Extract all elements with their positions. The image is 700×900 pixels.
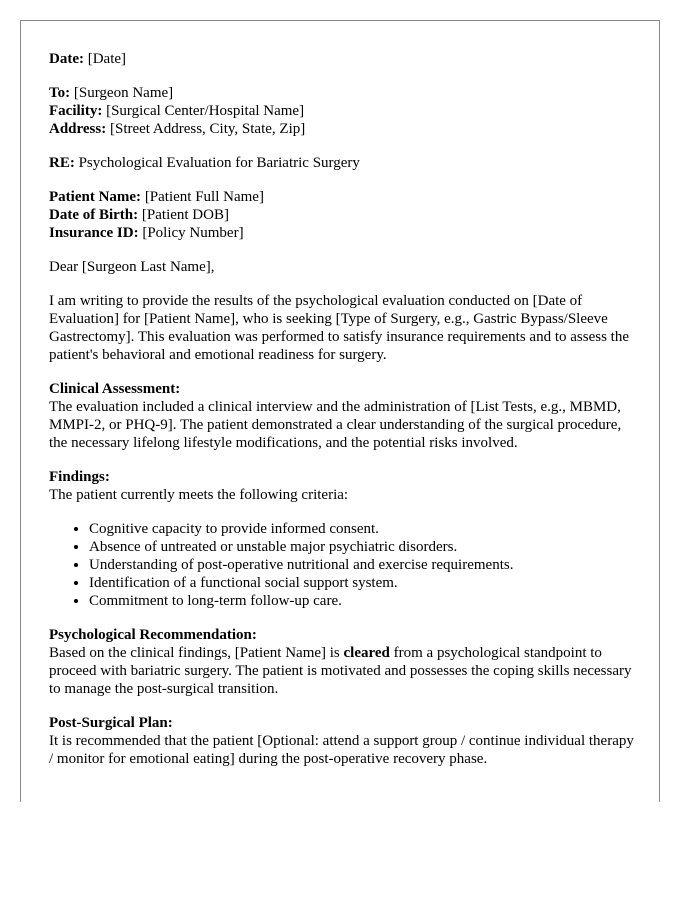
patient-block	[49, 188, 639, 242]
findings-list-item: • Identification of a functional social support system.	[89, 574, 639, 592]
to-line	[49, 84, 639, 102]
dob-value: [Patient DOB]	[141, 207, 229, 223]
to-value: [Surgeon Name]	[73, 85, 174, 101]
patient-name-label: Patient Name:	[49, 189, 142, 205]
insurance-value: [Policy Number]	[142, 225, 244, 241]
recommendation-cleared: cleared	[343, 645, 390, 661]
to-label: To:	[49, 85, 71, 101]
findings-section	[49, 468, 639, 610]
patient-name-line	[49, 188, 639, 206]
dob-line	[49, 206, 639, 224]
findings-list-item: • Absence of untreated or unstable major psychiatric disorders.	[89, 538, 639, 556]
date-label: Date:	[49, 51, 84, 67]
facility-label: Facility:	[49, 103, 103, 119]
address-value: [Street Address, City, State, Zip]	[109, 121, 306, 137]
re-label: RE:	[49, 155, 75, 171]
letter-content	[49, 50, 639, 784]
plan-heading: Post-Surgical Plan:	[49, 715, 173, 731]
clinical-assessment-section	[49, 380, 639, 452]
recommendation-text-before: Based on the clinical findings, [Patient Name] is	[49, 645, 344, 661]
findings-list	[49, 520, 639, 610]
patient-name-value: [Patient Full Name]	[144, 189, 264, 205]
findings-heading: Findings:	[49, 469, 110, 485]
clinical-assessment-heading: Clinical Assessment:	[49, 381, 181, 397]
facility-line	[49, 102, 639, 120]
recommendation-text-after: from a psychological standpoint to proceed with bariatric surgery. The patient is motivated and possesses the coping skills necessary to manage the post-surgical transition.	[49, 645, 632, 697]
findings-list-item: • Cognitive capacity to provide informed consent.	[89, 520, 639, 538]
recommendation-section	[49, 626, 639, 698]
date-line	[49, 50, 639, 68]
findings-intro: The patient currently meets the following criteria:	[49, 487, 349, 503]
clinical-assessment-text: The evaluation included a clinical interview and the administration of [List Tests, e.g., MBMD, MMPI-2, or PHQ-9]. The patient demonstrated a clear understanding of the surgical procedure, the necessary lifelong lifestyle modifications, and the potential risks involved.	[49, 399, 622, 451]
facility-value: [Surgical Center/Hospital Name]	[106, 103, 305, 119]
recommendation-heading: Psychological Recommendation:	[49, 627, 257, 643]
date-value: [Date]	[87, 51, 127, 67]
findings-list-item: • Understanding of post-operative nutritional and exercise requirements.	[89, 556, 639, 574]
findings-list-item: • Commitment to long-term follow-up care.	[89, 592, 639, 610]
dob-label: Date of Birth:	[49, 207, 139, 223]
intro-paragraph: I am writing to provide the results of the psychological evaluation conducted on [Date of Evaluation] for [Patient Name], who is seeking [Type of Surgery, e.g., Gastric Bypass/Sleeve Gastrectomy]. This evaluation was performed to satisfy insurance requirements and to assess the patient's behavioral and emotional readiness for surgery.	[49, 293, 629, 363]
salutation: Dear [Surgeon Last Name],	[49, 259, 215, 275]
re-value: Psychological Evaluation for Bariatric Surgery	[78, 155, 360, 171]
insurance-label: Insurance ID:	[49, 225, 139, 241]
plan-section	[49, 714, 639, 768]
letter-page	[20, 20, 660, 802]
recipient-block	[49, 84, 639, 138]
plan-text: It is recommended that the patient [Optional: attend a support group / continue individual therapy / monitor for emotional eating] during the post-operative recovery phase.	[49, 733, 634, 767]
address-line	[49, 120, 639, 138]
insurance-line	[49, 224, 639, 242]
address-label: Address:	[49, 121, 107, 137]
re-line	[49, 154, 639, 172]
